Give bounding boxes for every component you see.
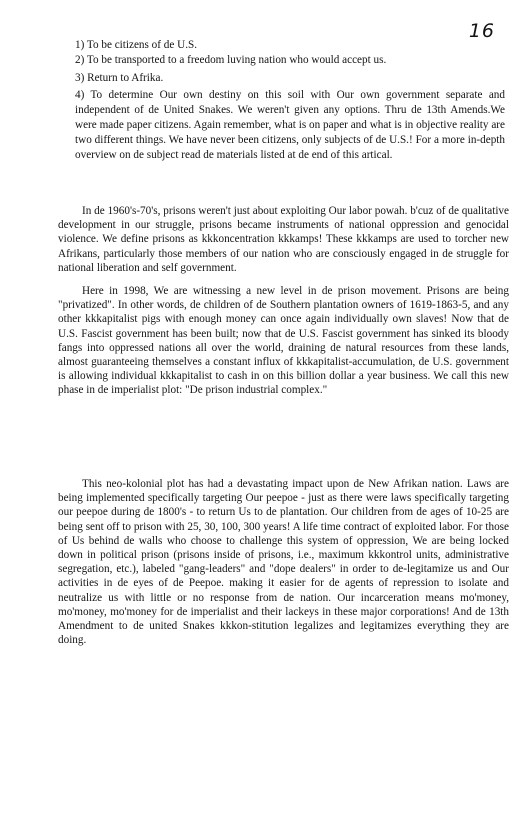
paragraph-text: This neo-kolonial plot has had a devastating impact upon de New Afrikan nation. Laws are being implemented specifically targeting Our peepoe - just as there were laws specifically targeting our peepoe during de 1800's - to return Us to de plantation. Our children from de ages of 10-25 are being sent off to prison with 25, 30, 100, 300 years! A life time contract of exploited labor. For those of Us behind de walls who choose to challenge this system of oppression, We are being locked down in political prison (prisons inside of prisons, i.e., maximum kkkontrol units, administrative segregation, etc.), labeled "gang-leaders" and "dope dealers" in order to de-legitamize us and Our activities in de eyes of de Peepoe. making it easier for de agents of repression to isolate and neutralize us with little or no response from de nation. Our incarceration means mo'money, mo'money, mo'money for de imperialist and their lackeys in these major corporations! And de 13th Amendment to de united Snakes kkkon-stitution legalizes and legitamizes everything they are doing. <box>58 478 509 647</box>
paragraph-text: In de 1960's-70's, prisons weren't just about exploiting Our labor powah. b'cuz of de qualitative development in our struggle, prisons became instruments of national oppression and genocidal violence. We define prisons as kkkoncentration kkkamps! These kkkamps are used to torcher new Afrikans, particularly those members of our nation who are consciously engaged in de struggle for national liberation and self government. <box>58 205 509 274</box>
list-item-2: 2) To be transported to a freedom luving nation who would accept us. <box>75 54 387 66</box>
paragraph-text: Here in 1998, We are witnessing a new level in de prison movement. Prisons are being "privatized". In other words, de children of de Southern plantation owners of 1619-1863-5, and any other kkkapitalist pigs with enough money can once again individually own slaves! Now that de U.S. Fascist government has been built; now that de U.S. Fascist government has sinked its bloody fangs into oppressed nations all over the world, draining de natural resources from these lands, almost guaranteeing themselves a constant influx of kkkapitalist-accumulation, de U.S. government is allowing individual kkkapitalist to cash in on this billion dollar a year business. We call this new phase in de imperialist plot: "De prison industrial complex." <box>58 285 509 397</box>
list-item-1: 1) To be citizens of de U.S. <box>75 39 198 51</box>
list-item-3: 3) Return to Afrika. <box>75 72 164 84</box>
list-item-4 <box>75 88 505 163</box>
list-item-4-text: 4) To determine Our own destiny on this soil with Our own government separate and independent of de United Snakes. We weren't given any options. Thru de 13th Amends.We were made paper citizens. Again remember, what is on paper and what is in objective reality are two different things. We have never been citizens, only subjects of de U.S.! For a more in-depth overview on de subject read de materials listed at de end of this artical. <box>75 89 505 161</box>
paragraph-1960s-prisons <box>58 204 509 275</box>
paragraph-neo-kolonial-plot <box>58 477 509 647</box>
paragraph-privatization <box>58 284 509 398</box>
page-number: 16 <box>468 20 495 42</box>
options-list <box>75 38 505 163</box>
